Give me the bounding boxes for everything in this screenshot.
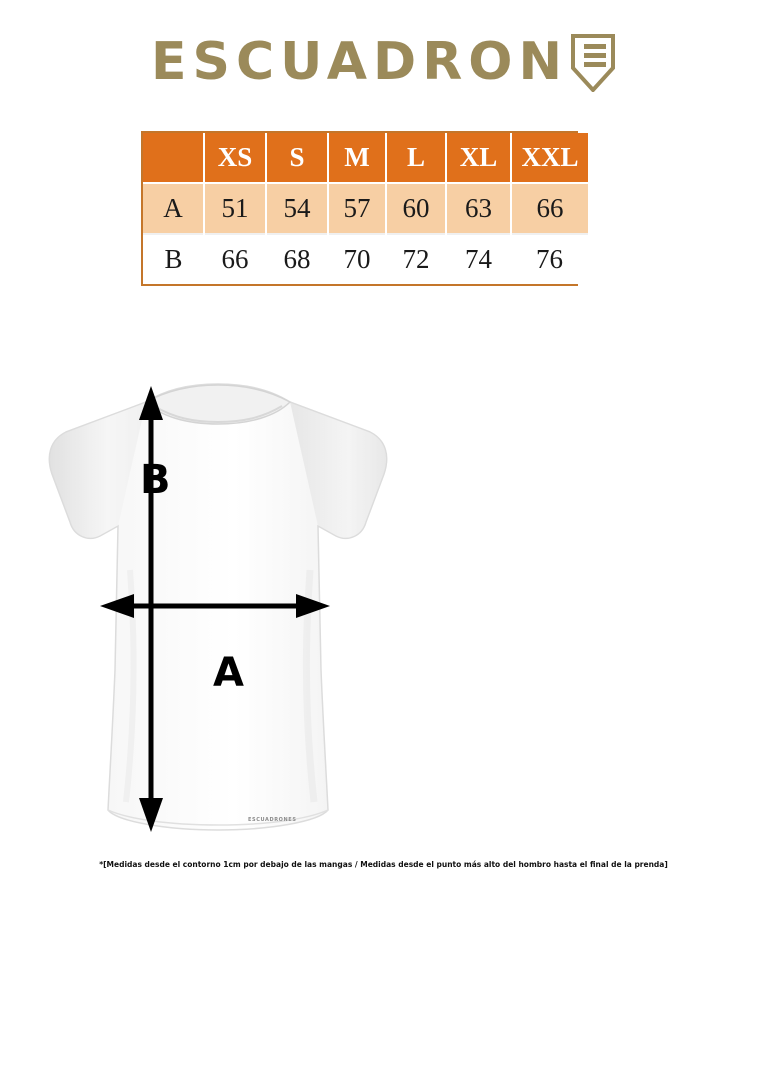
row-label-a: A (143, 183, 204, 234)
brand-wordmark: ESCUADRON (151, 32, 568, 92)
cell-a-xs: 51 (204, 183, 266, 234)
shirt-hem-brand-mark: ESCUADRONES (248, 817, 297, 823)
table-header-m: M (328, 133, 386, 183)
chevron-insignia-icon (570, 34, 616, 90)
cell-a-xxl: 66 (511, 183, 588, 234)
row-label-b: B (143, 234, 204, 284)
cell-a-xl: 63 (446, 183, 511, 234)
cell-b-l: 72 (386, 234, 446, 284)
measurement-arrows (18, 370, 438, 850)
cell-b-xs: 66 (204, 234, 266, 284)
size-chart-table (141, 131, 578, 286)
cell-a-l: 60 (386, 183, 446, 234)
tshirt-diagram (18, 370, 438, 850)
cell-a-s: 54 (266, 183, 328, 234)
measurement-label-a: A (213, 650, 244, 696)
table-corner-cell (143, 133, 204, 183)
cell-b-xl: 74 (446, 234, 511, 284)
table-header-l: L (386, 133, 446, 183)
table-row (143, 234, 588, 284)
table-header-xs: XS (204, 133, 266, 183)
table-header-s: S (266, 133, 328, 183)
cell-b-m: 70 (328, 234, 386, 284)
measurement-footnote: *[Medidas desde el contorno 1cm por debajo de las mangas / Medidas desde el punto más alto del hombro hasta el final de la prenda] (99, 860, 668, 869)
table-row (143, 183, 588, 234)
brand-logo (0, 34, 767, 90)
table-header-xxl: XXL (511, 133, 588, 183)
table-header-xl: XL (446, 133, 511, 183)
cell-b-xxl: 76 (511, 234, 588, 284)
table-header-row (143, 133, 588, 183)
cell-a-m: 57 (328, 183, 386, 234)
measurement-label-b: B (140, 457, 171, 503)
cell-b-s: 68 (266, 234, 328, 284)
